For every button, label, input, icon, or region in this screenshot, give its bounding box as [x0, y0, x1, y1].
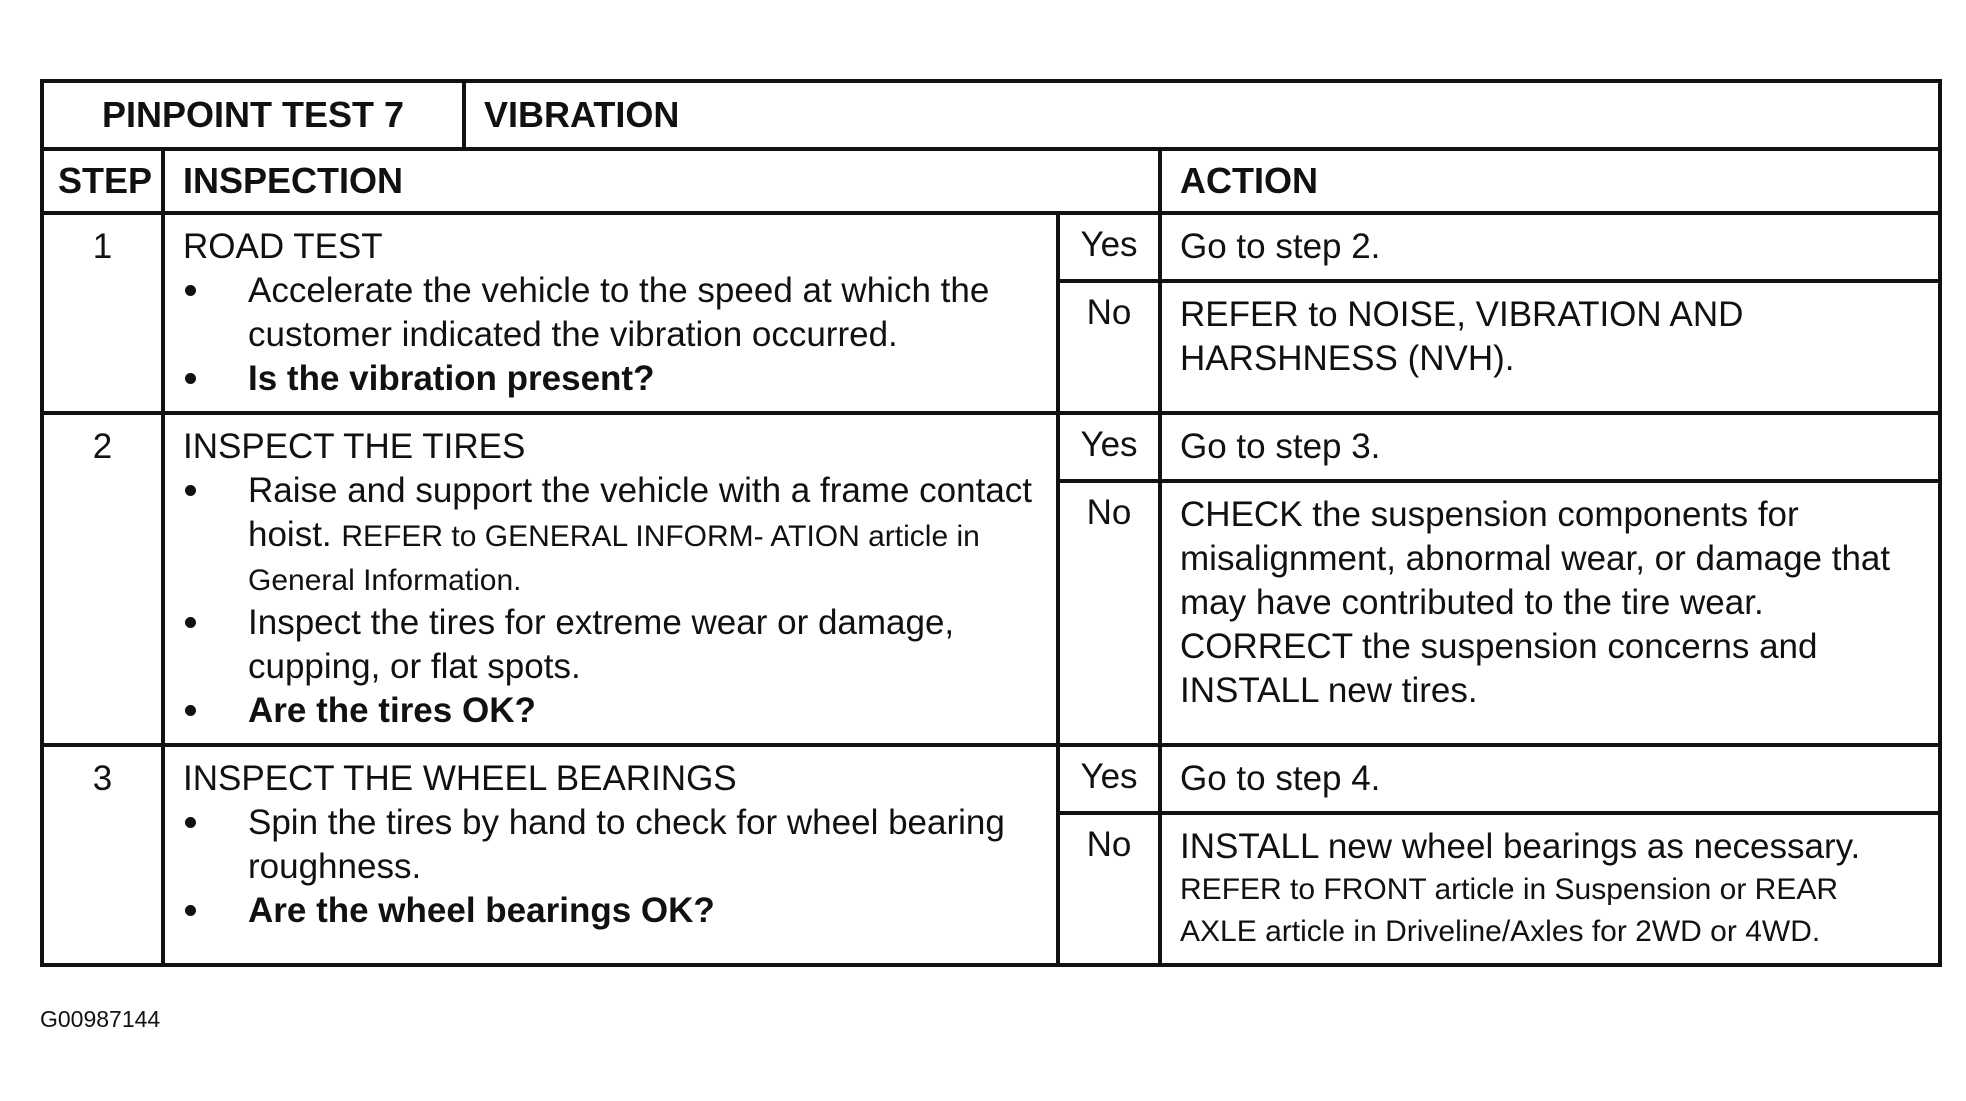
- no-action-cell: [1160, 813, 1940, 965]
- step-number: 2: [42, 413, 163, 745]
- test-title: VIBRATION: [464, 81, 1940, 149]
- no-action: INSTALL new wheel bearings as necessary.: [1180, 827, 1861, 866]
- inspection-title: INSPECT THE TIRES: [183, 427, 526, 466]
- yes-label: Yes: [1058, 413, 1160, 481]
- test-label: PINPOINT TEST 7: [42, 81, 464, 149]
- question-item: Are the tires OK?: [183, 689, 1038, 733]
- step-number: 3: [42, 745, 163, 965]
- list-item: Inspect the tires for extreme wear or damage, cupping, or flat spots.: [183, 601, 1038, 689]
- inspection-cell: [163, 413, 1058, 745]
- list-item: [183, 469, 1038, 601]
- no-action: REFER to NOISE, VIBRATION AND HARSHNESS (NVH).: [1160, 281, 1940, 413]
- yes-label: Yes: [1058, 213, 1160, 281]
- inspection-cell: [163, 213, 1058, 413]
- inspection-title: INSPECT THE WHEEL BEARINGS: [183, 759, 737, 798]
- step-row: [42, 213, 1940, 281]
- pinpoint-test-table: [40, 79, 1942, 967]
- bullet-text: Raise and support the vehicle with a frame contact hoist.: [248, 471, 1033, 554]
- column-header-row: [42, 149, 1940, 213]
- list-item: Accelerate the vehicle to the speed at which the customer indicated the vibration occurred.: [183, 269, 1038, 357]
- step-number: 1: [42, 213, 163, 413]
- yes-action: Go to step 4.: [1160, 745, 1940, 813]
- no-action: CHECK the suspension components for misalignment, abnormal wear, or damage that may have contributed to the tire wear. CORRECT the suspension concerns and INSTALL new tires.: [1160, 481, 1940, 745]
- reference-note: REFER to GENERAL INFORM- ATION article in General Information.: [248, 520, 980, 597]
- yes-action: Go to step 3.: [1160, 413, 1940, 481]
- no-label: No: [1058, 813, 1160, 965]
- step-row: [42, 413, 1940, 481]
- question-item: Are the wheel bearings OK?: [183, 889, 1038, 933]
- step-row: [42, 745, 1940, 813]
- inspection-title: ROAD TEST: [183, 227, 383, 266]
- column-header-inspection: INSPECTION: [163, 149, 1160, 213]
- reference-note: REFER to FRONT article in Suspension or REAR AXLE article in Driveline/Axles for 2WD or 4WD.: [1180, 873, 1839, 948]
- figure-id: G00987144: [40, 1006, 161, 1032]
- inspection-bullets: [183, 801, 1038, 933]
- header-row: [42, 81, 1940, 149]
- inspection-cell: [163, 745, 1058, 965]
- no-label: No: [1058, 281, 1160, 413]
- column-header-step: STEP: [42, 149, 163, 213]
- column-header-action: ACTION: [1160, 149, 1940, 213]
- no-label: No: [1058, 481, 1160, 745]
- yes-action: Go to step 2.: [1160, 213, 1940, 281]
- inspection-bullets: [183, 469, 1038, 733]
- yes-label: Yes: [1058, 745, 1160, 813]
- question-item: Is the vibration present?: [183, 357, 1038, 401]
- list-item: Spin the tires by hand to check for wheel bearing roughness.: [183, 801, 1038, 889]
- inspection-bullets: [183, 269, 1038, 401]
